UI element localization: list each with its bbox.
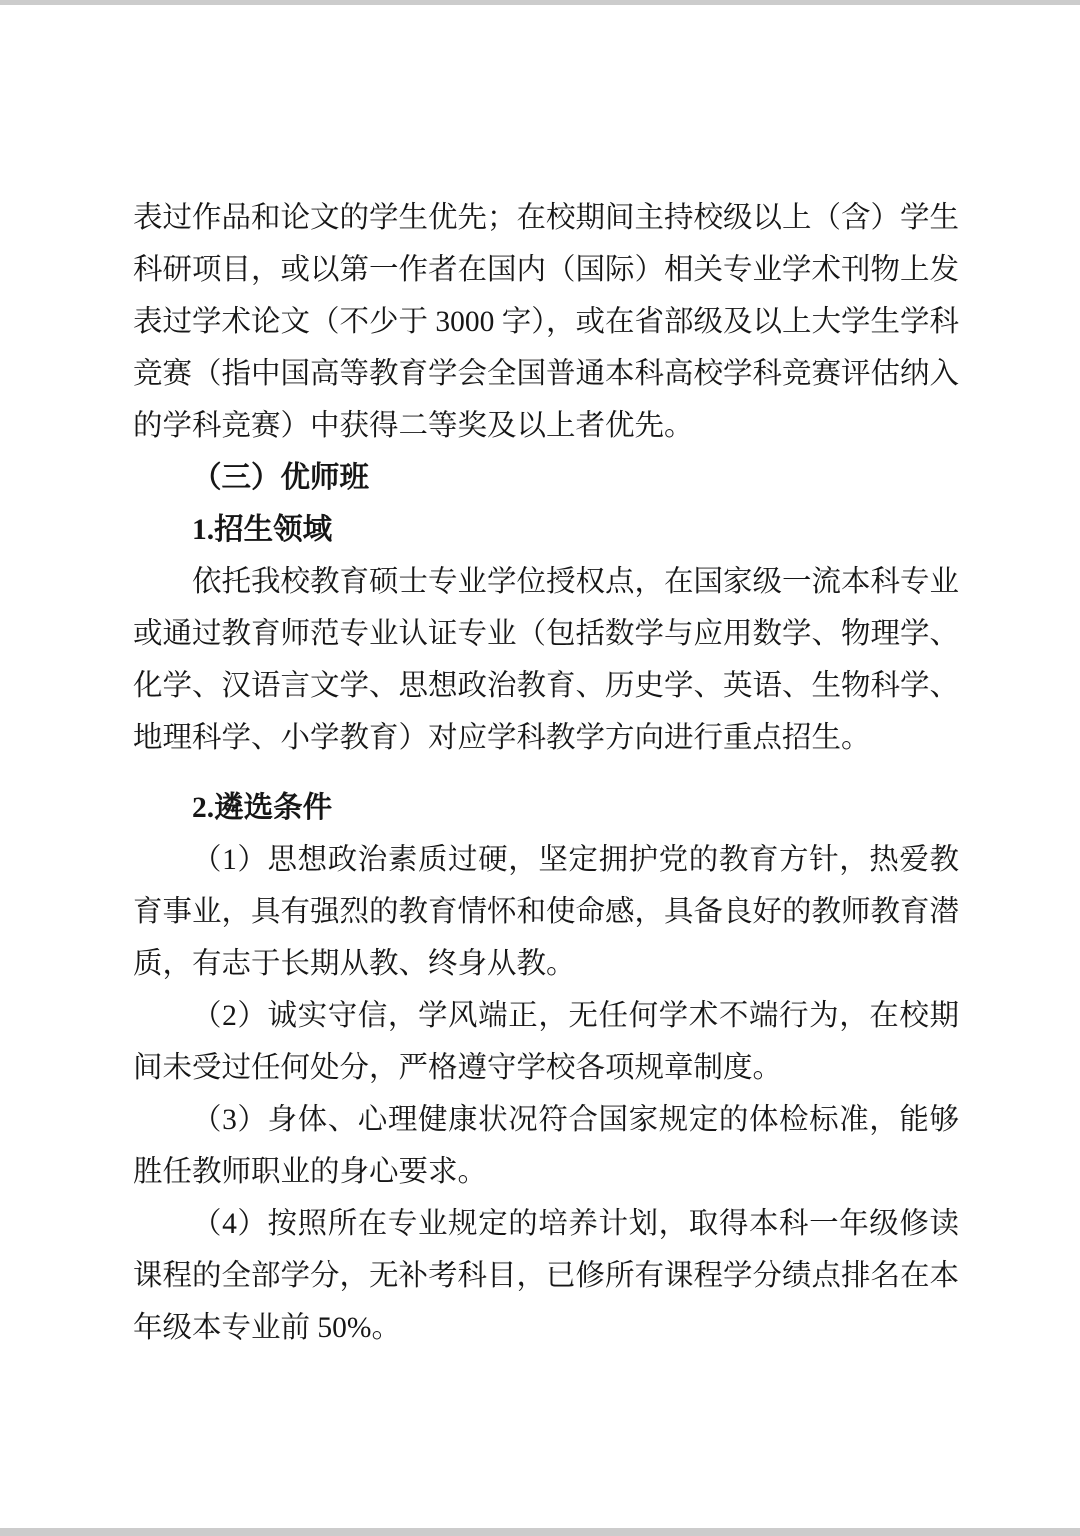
paragraph-priority-criteria-continuation: 表过作品和论文的学生优先；在校期间主持校级以上（含）学生科研项目，或以第一作者在国内（国际）相关专业学术刊物上发表过学术论文（不少于 3000 字），或在省部级及以上大学生学科竞赛（指中国高等教育学会全国普通本科高校学科竞赛评估纳入的学科竞赛）中获得二等奖及以上者优先。 bbox=[133, 202, 960, 442]
paragraph-condition-1: （1）思想政治素质过硬，坚定拥护党的教育方针，热爱教育事业，具有强烈的教育情怀和使命感，具备良好的教师教育潜质，有志于长期从教、终身从教。 bbox=[133, 844, 960, 980]
bottom-edge-strip bbox=[0, 1528, 1080, 1536]
section-heading-youshi-class: （三）优师班 bbox=[192, 462, 370, 494]
paragraph-condition-4: （4）按照所在专业规定的培养计划，取得本科一年级修读课程的全部学分，无补考科目，已修所有课程学分绩点排名在本年级本专业前 50%。 bbox=[133, 1208, 960, 1344]
paragraph-condition-3: （3）身体、心理健康状况符合国家规定的体检标准，能够胜任教师职业的身心要求。 bbox=[133, 1104, 959, 1188]
subheading-selection-conditions: 2.遴选条件 bbox=[192, 792, 333, 824]
paragraph-condition-2: （2）诚实守信，学风端正，无任何学术不端行为，在校期间未受过任何处分，严格遵守学校各项规章制度。 bbox=[133, 1000, 959, 1084]
subheading-enrollment-fields: 1.招生领域 bbox=[192, 514, 333, 546]
paragraph-enrollment-fields-body: 依托我校教育硕士专业学位授权点，在国家级一流本科专业或通过教育师范专业认证专业（包括数学与应用数学、物理学、化学、汉语言文学、思想政治教育、历史学、英语、生物科学、地理科学、小学教育）对应学科教学方向进行重点招生。 bbox=[133, 566, 960, 754]
